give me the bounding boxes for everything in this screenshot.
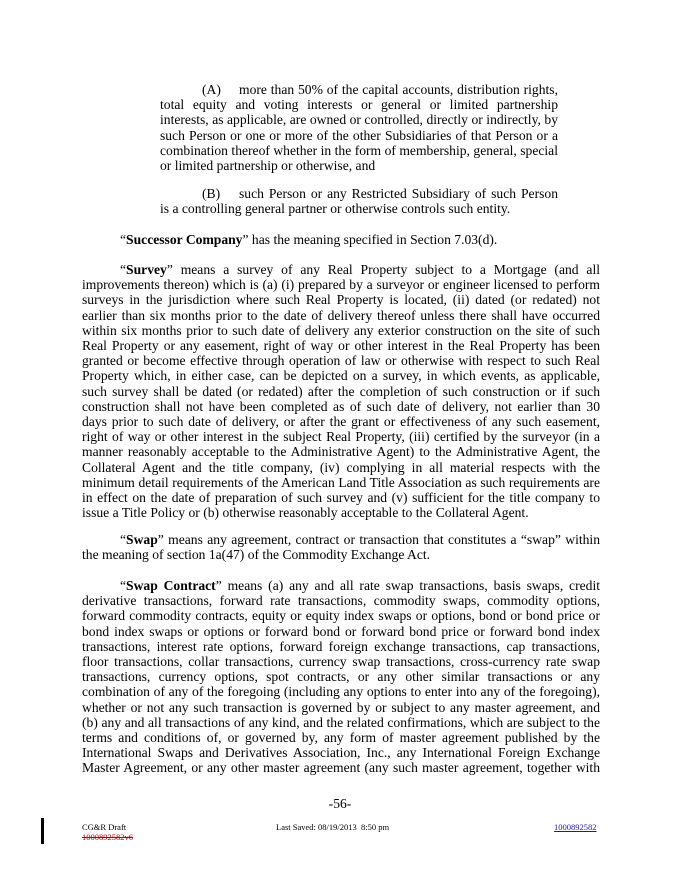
swap-contract-line: forward commodity contracts, equity or equity index swaps or options, bond or bond price or <box>82 608 600 624</box>
survey-line: “Survey” means a survey of any Real Property subject to a Mortgage (and all <box>120 262 600 277</box>
clause-a-line: such Person or one or more of the other Subsidiaries of that Person or a <box>160 127 558 143</box>
definition-survey <box>82 262 600 520</box>
clause-a-line: (A) more than 50% of the capital accounts, distribution rights, <box>202 82 558 97</box>
clause-a-label: (A) <box>202 82 221 97</box>
clause-a-line: total equity and voting interests or general or limited partnership <box>160 97 558 113</box>
clause-b-line: (B) such Person or any Restricted Subsidiary of such Person <box>202 186 558 201</box>
defined-term: Successor Company <box>126 232 243 247</box>
swap-contract-line: terms and conditions of, or governed by, any form of master agreement published by the <box>82 730 600 746</box>
definition-swap <box>82 532 600 562</box>
clause-a-line: combination thereof whether in the form of membership, general, special <box>160 142 558 158</box>
clause-a <box>160 82 558 173</box>
swap-contract-line: Master Agreement, or any other master agreement (any such master agreement, together with <box>82 760 600 776</box>
survey-line: days prior to such date of delivery, or after the grant or effectiveness of any such easement, <box>82 414 600 430</box>
swap-contract-line: bond index swaps or options or forward bond or forward bond price or forward bond index <box>82 623 600 639</box>
swap-contract-line: whether or not any such transaction is governed by or subject to any master agreement, and <box>82 699 600 715</box>
clause-b-line: is a controlling general partner or otherwise controls such entity. <box>160 201 511 217</box>
survey-line: Real Property or any easement, right of way or other interest in the Real Property has been <box>82 338 600 354</box>
clause-b <box>160 186 558 216</box>
survey-line: right of way or other interest in the subject Real Property, (iii) certified by the surveyor (in a <box>82 429 600 445</box>
swap-contract-line: International Swaps and Derivatives Association, Inc., any International Foreign Exchange <box>82 745 600 761</box>
survey-line: in effect on the date of preparation of such survey and (v) sufficient for the title company to <box>82 490 600 506</box>
page-number: -56- <box>328 796 352 811</box>
survey-line: earlier than six months prior to the date of delivery thereof unless there shall have occurred <box>82 307 600 323</box>
draft-label: CG&R Draft <box>82 822 127 832</box>
definition-successor-company: “Successor Company” has the meaning specified in Section 7.03(d). <box>120 232 498 247</box>
definition-swap-contract <box>82 578 600 776</box>
clause-a-line: interests, as applicable, are owned or controlled, directly or indirectly, by <box>160 112 558 128</box>
survey-line: construction shall not have been completed as of such date of delivery, not earlier than 30 <box>82 398 600 414</box>
footer-doc-number-link[interactable]: 1000892582 <box>554 822 597 832</box>
swap-contract-line: “Swap Contract” means (a) any and all rate swap transactions, basis swaps, credit <box>120 578 600 593</box>
survey-line: within six months prior to such date of delivery any exterior construction on the site of such <box>82 322 600 338</box>
survey-line: improvements thereon) which is (a) (i) prepared by a surveyor or engineer licensed to perform <box>82 277 600 293</box>
defined-term: Swap Contract <box>126 578 216 593</box>
survey-line: Collateral Agent and the title company, (iv) complying in all material respects with the <box>82 459 600 475</box>
clause-b-label: (B) <box>202 186 221 201</box>
survey-line: such survey shall be dated (or redated) after the completion of such construction or if such <box>82 383 600 399</box>
swap-contract-line: derivative transactions, forward rate transactions, commodity swaps, commodity options, <box>82 593 600 609</box>
change-bar <box>41 818 44 844</box>
swap-line: the meaning of section 1a(47) of the Commodity Exchange Act. <box>82 547 431 563</box>
swap-contract-line: combination of any of the foregoing (including any options to enter into any of the foregoing), <box>82 684 600 700</box>
clause-a-line: or limited partnership or otherwise, and <box>160 158 376 174</box>
swap-contract-line: transactions, currency options, spot contracts, or any other similar transactions or any <box>82 669 600 685</box>
deleted-doc-number: 1000892582v6 <box>82 832 133 842</box>
defined-term: Survey <box>126 262 167 277</box>
swap-contract-line: transactions, interest rate options, forward foreign exchange transactions, cap transactions, <box>82 638 600 654</box>
survey-line: granted or become effective through operation of law or otherwise with respect to such Real <box>82 353 600 369</box>
footer-last-saved: Last Saved: 08/19/2013 8:50 pm <box>276 822 390 832</box>
footer-left <box>82 822 133 842</box>
swap-line: “Swap” means any agreement, contract or transaction that constitutes a “swap” within <box>120 532 600 547</box>
survey-line: issue a Title Policy or (b) otherwise reasonably acceptable to the Collateral Agent. <box>82 505 529 521</box>
survey-line: minimum detail requirements of the American Land Title Association as such requirements are <box>82 474 600 490</box>
survey-line: surveys in the jurisdiction where such Real Property is located, (ii) dated (or redated) not <box>82 292 600 308</box>
swap-contract-line: (b) any and all transactions of any kind, and the related confirmations, which are subject to the <box>82 714 600 730</box>
survey-line: Property which, in either case, can be depicted on a survey, in which events, as applicable, <box>82 368 600 384</box>
survey-line: manner reasonably acceptable to the Administrative Agent) to the Administrative Agent, the <box>82 444 600 460</box>
defined-term: Swap <box>126 532 158 547</box>
swap-contract-line: floor transactions, collar transactions, currency swap transactions, cross-currency rate swap <box>82 654 600 670</box>
